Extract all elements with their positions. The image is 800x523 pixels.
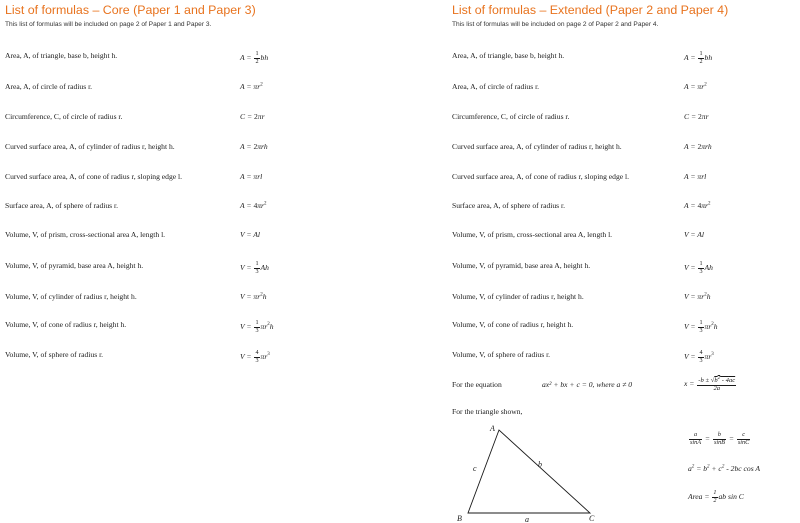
ext-row-pyramid-volume: Volume, V, of pyramid, base area A, height h. V = $\frac{1}{3}$ Ah (452, 260, 713, 275)
ext-row-cone-volume: Volume, V, of cone of radius r, height h. V = $\frac{1}{3}$ $\pi r^2h$ (452, 319, 718, 334)
core-row-sphere-sa: Surface area, A, of sphere of radius r. $A = 4\pi r^2$ (5, 201, 267, 210)
ext-row-quadratic (452, 378, 800, 400)
formula-cone-volume: V = $\frac{1}{3}$ $\pi r^2h$ (240, 319, 274, 334)
formula-sphere-volume: V = $\frac{4}{3}$ $\pi r^3$ (240, 349, 270, 364)
quadratic-formula: x = $\frac{-b \pm √b^2 - 4ac}{2a}$ (684, 376, 736, 392)
formula-pyramid-volume: V = $\frac{1}{3}$ Ah (240, 260, 269, 275)
ext-row-prism-volume: Volume, V, of prism, cross-sectional area A, length l. V = Al (452, 230, 705, 239)
formula-sphere-volume: V = $\frac{4}{3}$ $\pi r^3$ (684, 349, 714, 364)
core-row-pyramid-volume: Volume, V, of pyramid, base area A, height h. V = $\frac{1}{3}$ Ah (5, 260, 269, 275)
sine-rule: $\frac{a}{\sin A}$ = $\frac{b}{\sin B}$ = $\frac{c}{\sin C}$ (690, 431, 750, 446)
formula-circle-area: $A = \pi r^2$ (684, 82, 707, 91)
extended-title: List of formulas – Extended (Paper 2 and Paper 4) (452, 3, 729, 17)
ext-row-cone-csa: Curved surface area, A, of cone of radius r, sloping edge l. A = πrl (452, 172, 707, 181)
quadratic-equation: ax² + bx + c = 0, where a ≠ 0 (542, 380, 633, 389)
formula-prism-volume: V = Al (240, 230, 261, 239)
ext-row-sphere-volume: Volume, V, of sphere of radius r. V = $\frac{4}{3}$ $\pi r^3$ (452, 349, 714, 364)
formula-cylinder-csa: A = 2πrh (240, 142, 268, 151)
quadratic-label: For the equation (452, 380, 502, 389)
formula-pyramid-volume: V = $\frac{1}{3}$ Ah (684, 260, 713, 275)
formula-sphere-sa: $A = 4\pi r^2$ (240, 201, 267, 210)
formula-cylinder-volume: $V = \pi r^2h$ (240, 292, 267, 301)
formula-cone-csa: A = πrl (240, 172, 263, 181)
vertex-b-label: B (457, 514, 462, 523)
formula-prism-volume: V = Al (684, 230, 705, 239)
formula-circumference: C = 2πr (240, 112, 265, 121)
formula-sphere-sa: $A = 4\pi r^2$ (684, 201, 711, 210)
extended-subtitle: This list of formulas will be included on page 2 of Paper 2 and Paper 4. (452, 21, 659, 28)
cosine-rule: $a^2 = b^2 + c^2 - 2bc$ cos A (688, 464, 761, 473)
formula-cylinder-volume: $V = \pi r^2h$ (684, 292, 711, 301)
core-row-circle-area: Area, A, of circle of radius r. $A = \pi r^2$ (5, 82, 263, 91)
ext-row-triangle-area: Area, A, of triangle, base b, height h. A = $\frac{1}{2}$ bh (452, 50, 713, 65)
triangle-area-sine-rule: Area = $\frac{1}{2}$ ab sin C (688, 489, 744, 504)
ext-row-sphere-sa: Surface area, A, of sphere of radius r. $A = 4\pi r^2$ (452, 201, 711, 210)
core-row-sphere-volume: Volume, V, of sphere of radius r. V = $\frac{4}{3}$ $\pi r^3$ (5, 349, 270, 364)
core-row-cone-csa: Curved surface area, A, of cone of radius r, sloping edge l. A = πrl (5, 172, 263, 181)
core-row-triangle-area: Area, A, of triangle, base b, height h. A = $\frac{1}{2}$ bh (5, 50, 269, 65)
ext-row-cylinder-volume: Volume, V, of cylinder of radius r, height h. $V = \pi r^2h$ (452, 292, 711, 301)
vertex-c-label: C (589, 514, 595, 523)
core-row-cylinder-volume: Volume, V, of cylinder of radius r, height h. $V = \pi r^2h$ (5, 292, 267, 301)
side-a-label: a (525, 515, 529, 523)
core-row-cone-volume: Volume, V, of cone of radius r, height h. V = $\frac{1}{3}$ $\pi r^2h$ (5, 319, 274, 334)
triangle-diagram (452, 420, 612, 523)
core-title: List of formulas – Core (Paper 1 and Paper 3) (5, 3, 256, 17)
formula-circle-area: $A = \pi r^2$ (240, 82, 263, 91)
ext-row-circle-area: Area, A, of circle of radius r. $A = \pi r^2$ (452, 82, 707, 91)
core-row-cylinder-csa: Curved surface area, A, of cylinder of radius r, height h. A = 2πrh (5, 142, 268, 151)
formula-triangle-area: A = $\frac{1}{2}$ bh (240, 50, 269, 65)
side-c-label: c (473, 464, 477, 473)
core-formula-list (0, 0, 380, 523)
formula-cone-volume: V = $\frac{1}{3}$ $\pi r^2h$ (684, 319, 718, 334)
vertex-a-label: A (490, 424, 495, 433)
formula-circumference: C = 2πr (684, 112, 709, 121)
core-subtitle: This list of formulas will be included on page 2 of Paper 1 and Paper 3. (5, 21, 212, 28)
core-row-prism-volume: Volume, V, of prism, cross-sectional area A, length l. V = Al (5, 230, 261, 239)
extended-formula-list (452, 0, 800, 523)
side-b-label: b (538, 460, 542, 469)
formula-triangle-area: A = $\frac{1}{2}$ bh (684, 50, 713, 65)
ext-row-triangle-label: For the triangle shown, (452, 407, 523, 416)
formula-cylinder-csa: A = 2πrh (684, 142, 712, 151)
ext-row-cylinder-csa: Curved surface area, A, of cylinder of radius r, height h. A = 2πrh (452, 142, 712, 151)
ext-row-circumference: Circumference, C, of circle of radius r. C = 2πr (452, 112, 709, 121)
core-row-circumference: Circumference, C, of circle of radius r. C = 2πr (5, 112, 265, 121)
formula-cone-csa: A = πrl (684, 172, 707, 181)
